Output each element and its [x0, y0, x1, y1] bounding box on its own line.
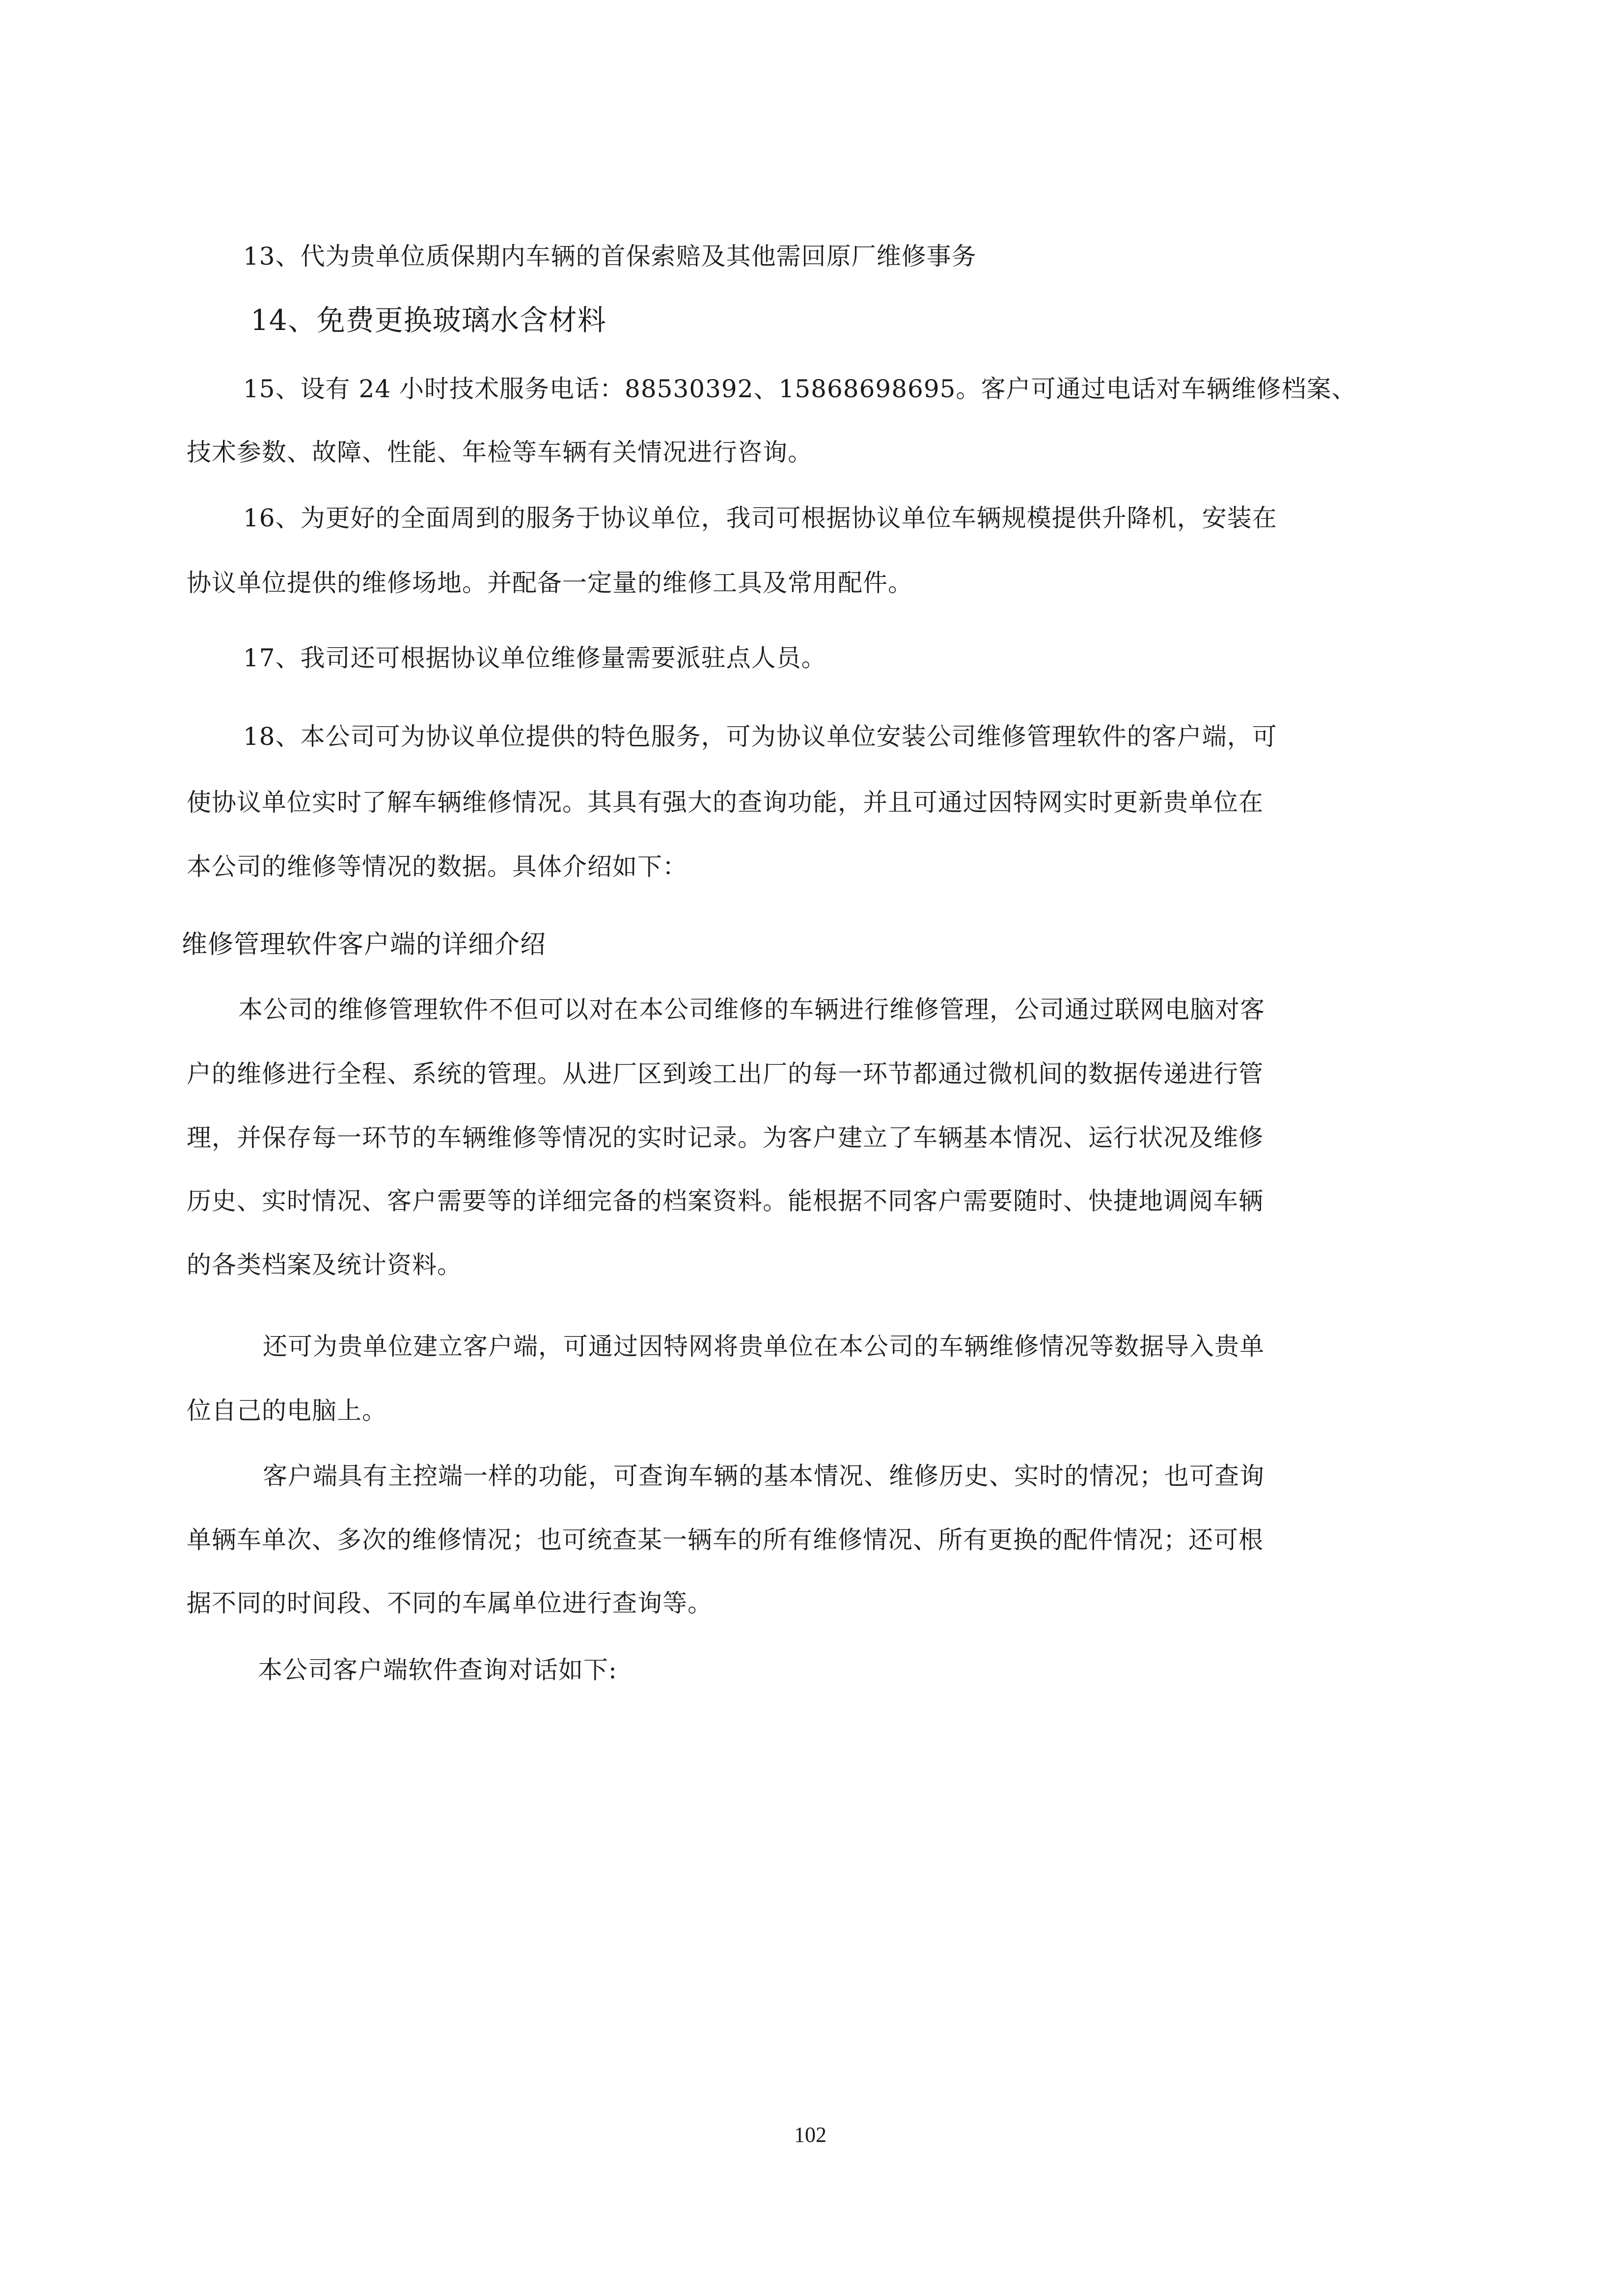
paragraph-3-line-3: 据不同的时间段、不同的车属单位进行查询等。: [187, 1589, 713, 1617]
paragraph-3-line-2: 单辆车单次、多次的维修情况；也可统查某一辆车的所有维修情况、所有更换的配件情况；还可根: [187, 1526, 1264, 1554]
item-15-line-2: 技术参数、故障、性能、年检等车辆有关情况进行咨询。: [187, 438, 813, 466]
paragraph-3-line-1: 客户端具有主控端一样的功能，可查询车辆的基本情况、维修历史、实时的情况；也可查询: [263, 1462, 1265, 1490]
paragraph-4: 本公司客户端软件查询对话如下:: [258, 1656, 617, 1684]
paragraph-2-line-2: 位自己的电脑上。: [187, 1396, 387, 1425]
paragraph-1-line-5: 的各类档案及统计资料。: [187, 1251, 462, 1279]
page-number: 102: [794, 2123, 826, 2147]
item-18-line-3: 本公司的维修等情况的数据。具体介绍如下：: [187, 852, 688, 881]
paragraph-1-line-4: 历史、实时情况、客户需要等的详细完备的档案资料。能根据不同客户需要随时、快捷地调阅车辆: [187, 1187, 1264, 1215]
section-heading: 维修管理软件客户端的详细介绍: [182, 930, 547, 959]
paragraph-2-line-1: 还可为贵单位建立客户端，可通过因特网将贵单位在本公司的车辆维修情况等数据导入贵单: [263, 1332, 1265, 1361]
item-17: 17、我司还可根据协议单位维修量需要派驻点人员。: [243, 644, 826, 672]
paragraph-1-line-3: 理，并保存每一环节的车辆维修等情况的实时记录。为客户建立了车辆基本情况、运行状况及维修: [187, 1123, 1264, 1152]
item-13: 13、代为贵单位质保期内车辆的首保索赔及其他需回原厂维修事务: [243, 242, 977, 271]
item-16-line-2: 协议单位提供的维修场地。并配备一定量的维修工具及常用配件。: [187, 569, 913, 597]
item-16-line-1: 16、为更好的全面周到的服务于协议单位，我司可根据协议单位车辆规模提供升降机，安装在: [243, 504, 1277, 532]
item-14: 14、免费更换玻璃水含材料: [250, 303, 606, 337]
paragraph-1-line-1: 本公司的维修管理软件不但可以对在本公司维修的车辆进行维修管理，公司通过联网电脑对客: [238, 995, 1265, 1024]
item-18-line-1: 18、本公司可为协议单位提供的特色服务，可为协议单位安装公司维修管理软件的客户端，可: [243, 722, 1277, 751]
item-18-line-2: 使协议单位实时了解车辆维修情况。其具有强大的查询功能，并且可通过因特网实时更新贵单位在: [187, 788, 1264, 817]
item-15-line-1: 15、设有 24 小时技术服务电话：88530392、15868698695。客户可通过电话对车辆维修档案、: [243, 375, 1357, 403]
paragraph-1-line-2: 户的维修进行全程、系统的管理。从进厂区到竣工出厂的每一环节都通过微机间的数据传递进行管: [187, 1060, 1264, 1088]
